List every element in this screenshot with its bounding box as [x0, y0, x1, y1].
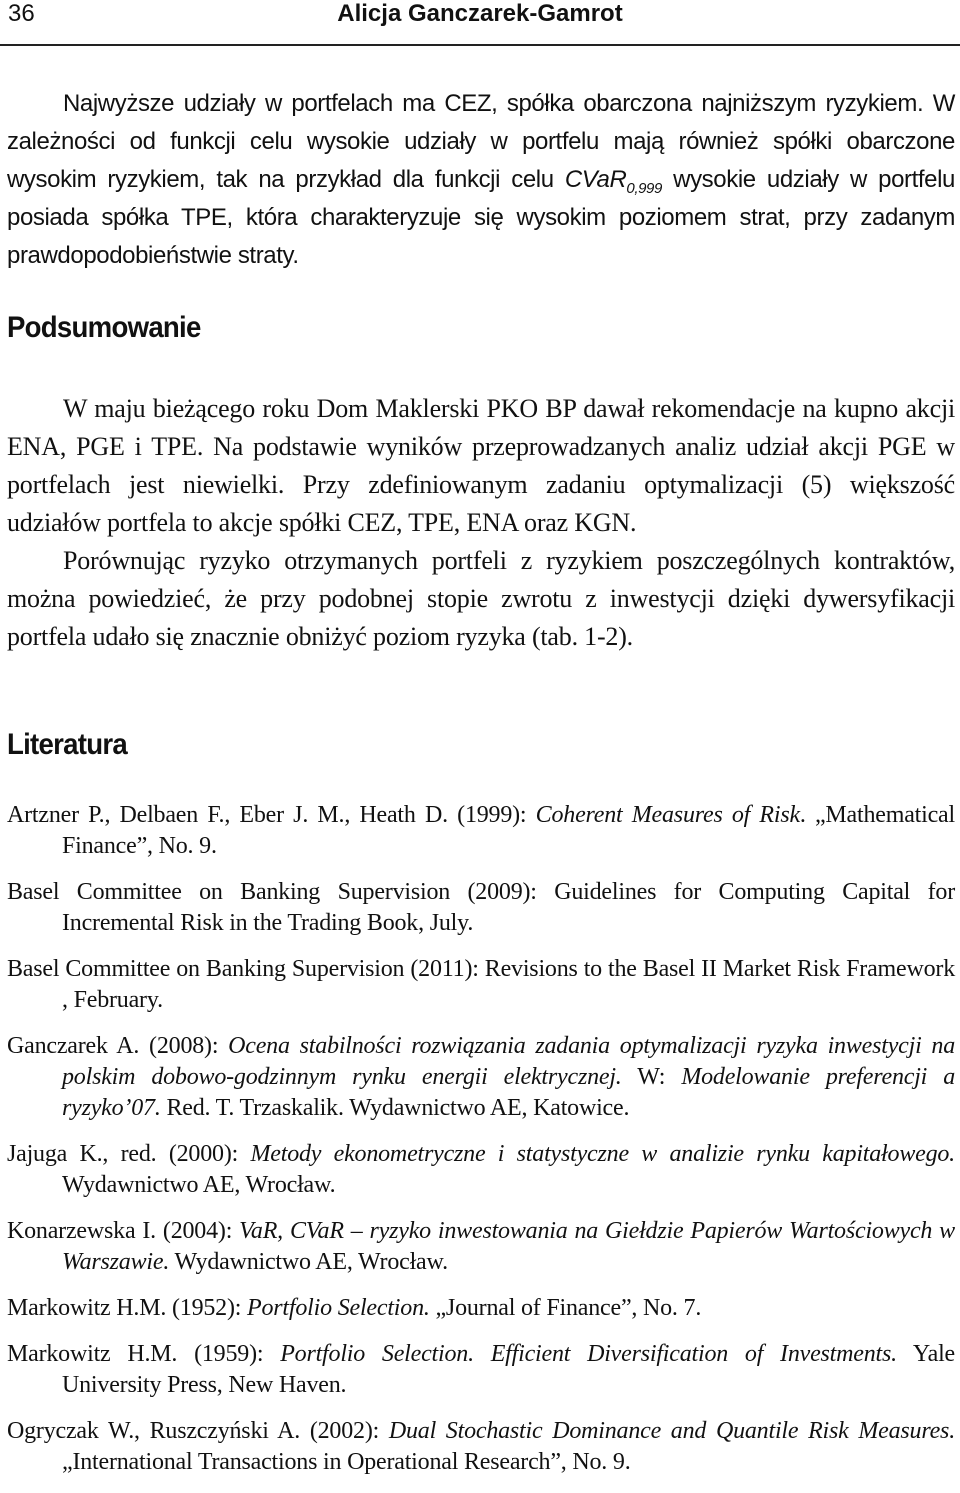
- ref-source: Wydawnictwo AE, Wrocław.: [62, 1172, 336, 1198]
- page-number: 36: [8, 0, 35, 27]
- intro-paragraph: [7, 85, 955, 275]
- intro-text-1: Najwyższe udziały w portfelach ma CEZ, spółka obarczona najniższym ryzykiem. W zależności od funkcji celu wysokie udziały w portfelu mają również spółki obarczone wysokim ryzykiem, tak na przykład dla funkcji celu: [7, 90, 955, 193]
- ref-title: Portfolio Selection. Efficient Diversification of Investments.: [280, 1341, 897, 1367]
- ref-source: W:: [621, 1064, 682, 1090]
- ref-title: Ocena stabilności rozwiązania zadania optymalizacji ryzyka inwestycji na polskim dobowo-godzinnym rynku energii elektrycznej.: [62, 1033, 955, 1090]
- ref-source: „International Transactions in Operational Research”, No. 9.: [62, 1449, 631, 1475]
- ref-title: Coherent Measures of Risk: [535, 802, 800, 828]
- cvar-subscript: 0,999: [626, 179, 662, 197]
- ref-source: Yale University Press, New Haven.: [62, 1341, 956, 1398]
- ref-publisher: Red. T. Trzaskalik. Wydawnictwo AE, Katowice.: [160, 1095, 630, 1121]
- summary-section: [7, 390, 955, 656]
- ref-source: . „Mathematical Finance”, No. 9.: [62, 802, 955, 859]
- reference-item: [7, 800, 955, 862]
- reference-item: [7, 1416, 955, 1478]
- cvar-symbol: CVaR: [564, 166, 627, 193]
- section-heading-summary: Podsumowanie: [7, 311, 201, 344]
- ref-authors: Ogryczak W., Ruszczyński A. (2002):: [7, 1418, 389, 1444]
- ref-authors: Markowitz H.M. (1952):: [7, 1295, 248, 1321]
- reference-item: [7, 877, 955, 939]
- ref-authors: Ganczarek A. (2008):: [7, 1033, 229, 1059]
- ref-authors: Artzner P., Delbaen F., Eber J. M., Heath D. (1999):: [7, 802, 536, 828]
- ref-authors: Basel Committee on Banking Supervision (2011): Revisions to the Basel II Market Risk Framework , February.: [7, 956, 955, 1013]
- running-head-author: Alicja Ganczarek-Gamrot: [337, 0, 623, 27]
- summary-paragraph-2: Porównując ryzyko otrzymanych portfeli z ryzykiem poszczególnych kontraktów, można powiedzieć, że przy podobnej stopie zwrotu z inwestycji dzięki dywersyfikacji portfela udało się znacznie obniżyć poziom ryzyka (tab. 1-2).: [7, 546, 955, 651]
- reference-list: [7, 800, 955, 1493]
- ref-authors: Jajuga K., red. (2000):: [7, 1141, 251, 1167]
- reference-item: [7, 1216, 955, 1278]
- ref-title: Metody ekonometryczne i statystyczne w analizie rynku kapitałowego.: [250, 1141, 955, 1167]
- ref-title: Dual Stochastic Dominance and Quantile Risk Measures.: [388, 1418, 955, 1444]
- reference-item: [7, 1293, 955, 1324]
- ref-title: Portfolio Selection.: [247, 1295, 430, 1321]
- ref-book-title: Modelowanie preferencji a ryzyko’07.: [62, 1064, 955, 1121]
- intro-text-2: wysokie udziały w portfelu posiada spółka TPE, która charakteryzuje się wysokim poziomem strat, przy zadanym prawdopodobieństwie straty.: [7, 166, 955, 269]
- ref-title: VaR, CVaR – ryzyko inwestowania na Giełdzie Papierów Wartościowych w Warszawie.: [62, 1218, 955, 1275]
- ref-source: Wydawnictwo AE, Wrocław.: [169, 1249, 448, 1275]
- page-header: [0, 0, 960, 46]
- summary-paragraph-1: W maju bieżącego roku Dom Maklerski PKO BP dawał rekomendacje na kupno akcji ENA, PGE i TPE. Na podstawie wyników przeprowadzanych analiz udział akcji PGE w portfelach jest niewielki. Przy zdefiniowanym zadaniu optymalizacji (5) większość udziałów portfela to akcje spółki CEZ, TPE, ENA oraz KGN.: [7, 394, 955, 537]
- ref-authors: Markowitz H.M. (1959):: [7, 1341, 281, 1367]
- section-heading-literature: Literatura: [7, 728, 127, 761]
- reference-item: [7, 954, 955, 1016]
- ref-authors: Konarzewska I. (2004):: [7, 1218, 240, 1244]
- reference-item: [7, 1031, 955, 1124]
- ref-source: „Journal of Finance”, No. 7.: [429, 1295, 702, 1321]
- ref-authors: Basel Committee on Banking Supervision (2009): Guidelines for Computing Capital for Incremental Risk in the Trading Book, July.: [7, 879, 955, 936]
- reference-item: [7, 1339, 955, 1401]
- reference-item: [7, 1139, 955, 1201]
